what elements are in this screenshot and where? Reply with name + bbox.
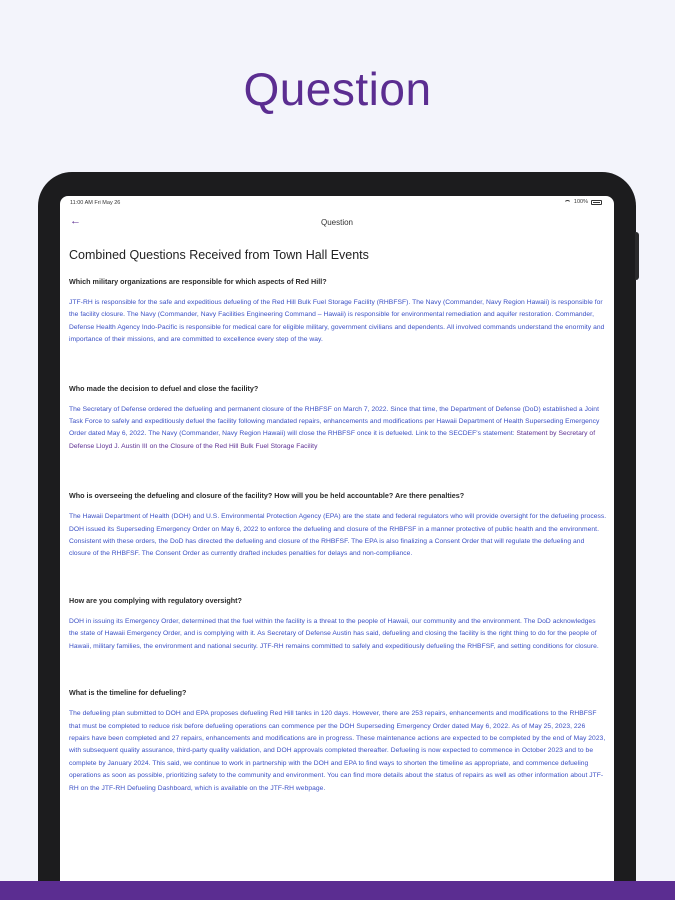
qa-item (69, 688, 607, 795)
answer-text: The defueling plan submitted to DOH and EPA proposes defueling Red Hill tanks in 120 days. However, there are 253 repairs, enhancements and modifications to the RHBFSF that must be completed to reduce risk before defueling operations can commence per the DOH Superseding Emergency Order dated May 6, 2022. As of May 25, 2023, 226 repairs have been completed and 27 repairs, enhancements and modifications are in progress. These maintenance actions are expected to be completed by the end of May 2023, with subsequent quality assurance, third-party quality validation, and DOH approvals completed thereafter. Defueling is now expected to commence in October 2023 and to be complete by January 2024. This said, we continue to work in partnership with the DOH and EPA to find ways to shorten the timeline as appropriate, and commence defueling operations as soon as possible, prioritizing safety to the community and environment. You can find more details about the status of repairs as well as other information about JTF-RH on the JTF-RH Defueling Dashboard, which is available on the JTF-RH webpage. (69, 710, 606, 792)
answer-text: DOH in issuing its Emergency Order, determined that the fuel within the facility is a threat to the people of Hawaii, our community and the environment. The DoD acknowledges the state of Hawaii Emergency Order, and is complying with it. As Secretary of Defense Austin has said, defueling and closing the facility is the right thing to do for the people of Hawaii, military families, the environment and national security. JTF-RH remains committed to safely and expeditiously defueling the RHBFSF, and setting conditions for closure. (69, 617, 599, 650)
battery-percent: 100% (573, 199, 588, 205)
question-heading: Who is overseeing the defueling and closure of the facility? How will you be held accountable? Are there penalties? (69, 491, 465, 501)
wifi-icon (564, 200, 571, 205)
status-indicators (564, 199, 602, 205)
qa-item (69, 277, 607, 347)
battery-icon (591, 200, 602, 205)
answer-text: JTF-RH is responsible for the safe and expeditious defueling of the Red Hill Bulk Fuel Storage Facility (RHBFSF). The Navy (Commander, Navy Region Hawaii) is responsible for the facility closure. The Navy (Commander, Navy Facilities Engineering Command – Hawaii) is responsible for environmental remediation and aquifer restoration. Commander, Defense Health Agency Indo-Pacific is responsible for medical care for eligible military, government civilians and dependents. All involved commands understand the enormity and importance of their missions, and are committed to excellence every step of the way. (69, 299, 605, 344)
qa-item (69, 384, 607, 454)
tablet-side-button (635, 232, 639, 280)
questions-content[interactable] (69, 248, 607, 795)
qa-item (69, 596, 607, 653)
answer-text (69, 404, 607, 454)
status-time: 11:00 AM Fri May 26 (70, 200, 121, 206)
arrow-left-icon[interactable]: ← (70, 215, 81, 227)
question-heading: Which military organizations are responsible for which aspects of Red Hill? (69, 277, 327, 286)
footer-bar (0, 881, 675, 900)
question-heading: How are you complying with regulatory oversight? (69, 595, 242, 605)
nav-title: Question (320, 218, 354, 227)
question-heading: Who made the decision to defuel and close the facility? (69, 383, 259, 393)
page-title: Combined Questions Received from Town Hall Events (69, 248, 369, 262)
answer-text: The Hawaii Department of Health (DOH) and U.S. Environmental Protection Agency (EPA) are the state and federal regulators who will provide oversight for the defueling process. DOH issued its Superseding Emergency Order on May 6, 2022 to enforce the defueling and closure of the RHBFSF in a manner protective of public health and the environment. Consistent with these orders, the DoD has directed the defueling and closure of the RHBFSF. The EPA is also finalizing a Consent Order that will regulate the defueling and closure of the RHBFSF. The Consent Order as currently drafted includes penalties for delays and non-compliance. (69, 513, 607, 558)
hero-title: Question (243, 63, 432, 115)
tablet-screen (60, 196, 614, 900)
status-bar (60, 196, 614, 210)
qa-item (69, 491, 607, 561)
answer-body: The Secretary of Defense ordered the defueling and permanent closure of the RHBFSF on March 7, 2022. Since that time, the Department of Defense (DoD) established a Joint Task Force to safely and expeditiously defuel the facility following mandated repairs, enhancements and modifications per Hawaii Department of Health Superseding Emergency Order dated May 6, 2022. The Navy (Commander, Navy Region Hawaii) will close the RHBFSF once it is defueled. Link to the SECDEF's statement: (69, 405, 600, 438)
question-heading: What is the timeline for defueling? (69, 688, 187, 698)
nav-bar (60, 212, 614, 234)
secdef-statement-link[interactable]: Statement by Secretary of Defense Lloyd J. Austin III on the Closure of the Red Hill Bulk Fuel Storage Facility (69, 430, 596, 450)
